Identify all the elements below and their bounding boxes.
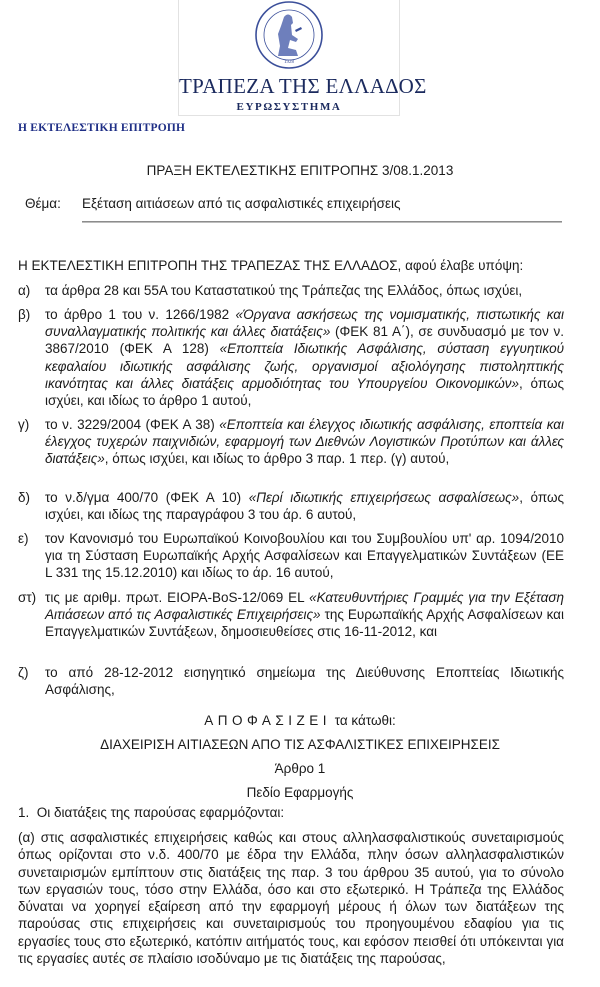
subject-label: Θέμα:	[25, 196, 61, 211]
seal-year: 1928	[284, 60, 294, 65]
subject-divider	[82, 221, 562, 223]
text-run: τις με αριθμ. πρωτ. EIOPA-BoS-12/069 EL	[45, 590, 310, 605]
consideration-item	[18, 416, 564, 468]
paragraph-1a: (α) στις ασφαλιστικές επιχειρήσεις καθώς και στους αλληλασφαλιστικούς συνεταιρισμούς όπως ορίζονται στο ν.δ. 400/70 με έδρα την Ελλάδα, πλην όσων αλληλασφαλιστικών συνεταιρισμών εμπίπτουν στις διατάξεις της παρ. 3 του άρθρου 35 αυτού, για το σύνολο των εργασιών τους, τόσο στην Ελλάδα, όσο και στο εξωτερικό. Η Τράπεζα της Ελλάδος δύναται να χορηγεί εξαίρεση από την εφαρμογή μέρους ή όλων των διατάξεων της παρούσας στις επιχειρήσεις και συνεταιρισμούς του προηγουμένου εδαφίου για τις εργασίες τους στο εξωτερικό, κατόπιν αιτήματός τους, και εφόσον πεισθεί ότι υπόκεινται για τις εργασίες αυτές σε πλαίσιο ισοδύναμο με τις διατάξεις της παρούσας,	[18, 830, 564, 967]
consideration-item	[18, 282, 564, 299]
consideration-label: α)	[18, 283, 31, 298]
logo-title: ΤΡΑΠΕΖΑ ΤΗΣ ΕΛΛΑΔΟΣ	[179, 74, 427, 98]
consideration-text	[45, 306, 564, 409]
consideration-text	[45, 530, 564, 582]
text-run: , όπως ισχύει, και ιδίως το άρθρο 3 παρ. 1 περ. (γ) αυτού,	[104, 451, 450, 467]
consideration-label: ζ)	[18, 665, 29, 680]
consideration-item	[18, 589, 564, 641]
consideration-label: στ)	[18, 590, 37, 605]
text-run: τα άρθρα 28 και 55Α του Καταστατικού της Τράπεζας της Ελλάδος, όπως ισχύει,	[45, 283, 523, 298]
decides-word: ΑΠΟΦΑΣΙΖΕΙ	[204, 713, 331, 728]
text-run: το ν.δ/γμα 400/70 (ΦΕΚ Α 10)	[45, 490, 249, 505]
consideration-text	[45, 282, 564, 299]
consideration-label: β)	[18, 307, 31, 322]
article-number: Άρθρο 1	[274, 761, 326, 776]
decides-line	[0, 713, 600, 728]
text-run: , όπως ισχύει, και ιδίως της παραγράφου 3 του άρ. 6 αυτού,	[45, 490, 564, 523]
quoted-title: «Περί ιδιωτικής επιχειρήσεως ασφαλίσεως»	[248, 490, 520, 505]
consideration-label: δ)	[18, 490, 31, 505]
text-run: (ΦΕΚ 81 Α΄), σε συνδυασμό με τον ν. 3867/2010 (ΦΕΚ Α 128)	[45, 324, 564, 357]
act-title: ΠΡΑΞΗ ΕΚΤΕΛΕΣΤΙΚΗΣ ΕΠΙΤΡΟΠΗΣ 3/08.1.2013	[146, 163, 454, 178]
quoted-title: «Εποπτεία Ιδιωτικής Ασφάλισης, σύσταση εγγυητικού κεφαλαίου ιδιωτικής ασφάλισης ζωής, οργανισμοί αξιολόγησης πιστοληπτικής ικανότητας και άλλες διατάξεις αρμοδιότητας του Υπουργείου Οικονομικών»	[45, 341, 564, 391]
consideration-item	[18, 489, 564, 523]
consideration-text	[45, 416, 564, 468]
decides-rest: τα κάτωθι:	[334, 713, 396, 728]
text-run: το από 28-12-2012 εισηγητικό σημείωμα της Διεύθυνσης Εποπτείας Ιδιωτικής Ασφάλισης,	[45, 665, 564, 698]
section-heading: ΔΙΑΧΕΙΡΙΣΗ ΑΙΤΙΑΣΕΩΝ ΑΠΟ ΤΙΣ ΑΣΦΑΛΙΣΤΙΚΕΣ ΕΠΙΧΕΙΡΗΣΕΙΣ	[100, 737, 500, 752]
consideration-item	[18, 530, 564, 582]
quoted-title: «Εποπτεία και έλεγχος ιδιωτικής ασφάλισης, εποπτεία και έλεγχος τυχερών παιχνιδιών, εφαρμογή των Διεθνών Λογιστικών Προτύπων και άλλες διατάξεις»	[45, 417, 564, 467]
text-run: τον Κανονισμό του Ευρωπαϊκού Κοινοβουλίου και του Συμβουλίου υπ' αρ. 1094/2010 για τη Σύσταση Ευρωπαϊκής Αρχής Ασφαλίσεων και Επαγγελματικών Συντάξεων (ΕΕ L 331 της 15.12.2010) και ιδίως το άρ. 16 αυτού,	[45, 531, 564, 581]
bank-seal-icon	[251, 0, 327, 72]
consideration-label: ε)	[18, 531, 29, 546]
consideration-text	[45, 489, 564, 523]
text-run: της Ευρωπαϊκής Αρχής Ασφαλίσεων και Επαγγελματικών Συντάξεων, δημοσιευθείσες στις 16-11-2012, και	[45, 607, 564, 640]
text-run: , όπως ισχύει, και ιδίως το άρθρο 1 αυτού,	[45, 375, 564, 409]
paragraph-1: 1. Οι διατάξεις της παρούσας εφαρμόζονται:	[18, 805, 285, 820]
article-title: Πεδίο Εφαρμογής	[246, 785, 354, 800]
consideration-item	[18, 306, 564, 409]
text-run: το ν. 3229/2004 (ΦΕΚ Α 38)	[45, 417, 220, 432]
committee-heading: Η ΕΚΤΕΛΕΣΤΙΚΗ ΕΠΙΤΡΟΠΗ	[18, 122, 186, 134]
consideration-text	[45, 589, 564, 641]
consideration-item	[18, 664, 564, 698]
intro-text: Η ΕΚΤΕΛΕΣΤΙΚΗ ΕΠΙΤΡΟΠΗ ΤΗΣ ΤΡΑΠΕΖΑΣ ΤΗΣ ΕΛΛΑΔΟΣ, αφού έλαβε υπόψη:	[18, 258, 524, 273]
text-run: το άρθρο 1 του ν. 1266/1982	[45, 307, 236, 322]
consideration-text	[45, 664, 564, 698]
quoted-title: «Όργανα ασκήσεως της νομισματικής, πιστωτικής και συναλλαγματικής πολιτικής και άλλες διατάξεις»	[45, 307, 564, 340]
subject-text: Εξέταση αιτιάσεων από τις ασφαλιστικές επιχειρήσεις	[82, 196, 401, 211]
quoted-title: «Κατευθυντήριες Γραμμές για την Εξέταση Αιτιάσεων από τις Ασφαλιστικές Επιχειρήσεις»	[45, 590, 564, 623]
bank-logo	[178, 0, 427, 116]
consideration-label: γ)	[18, 417, 30, 432]
logo-subtitle: ΕΥΡΩΣΥΣΤΗΜΑ	[236, 101, 342, 113]
